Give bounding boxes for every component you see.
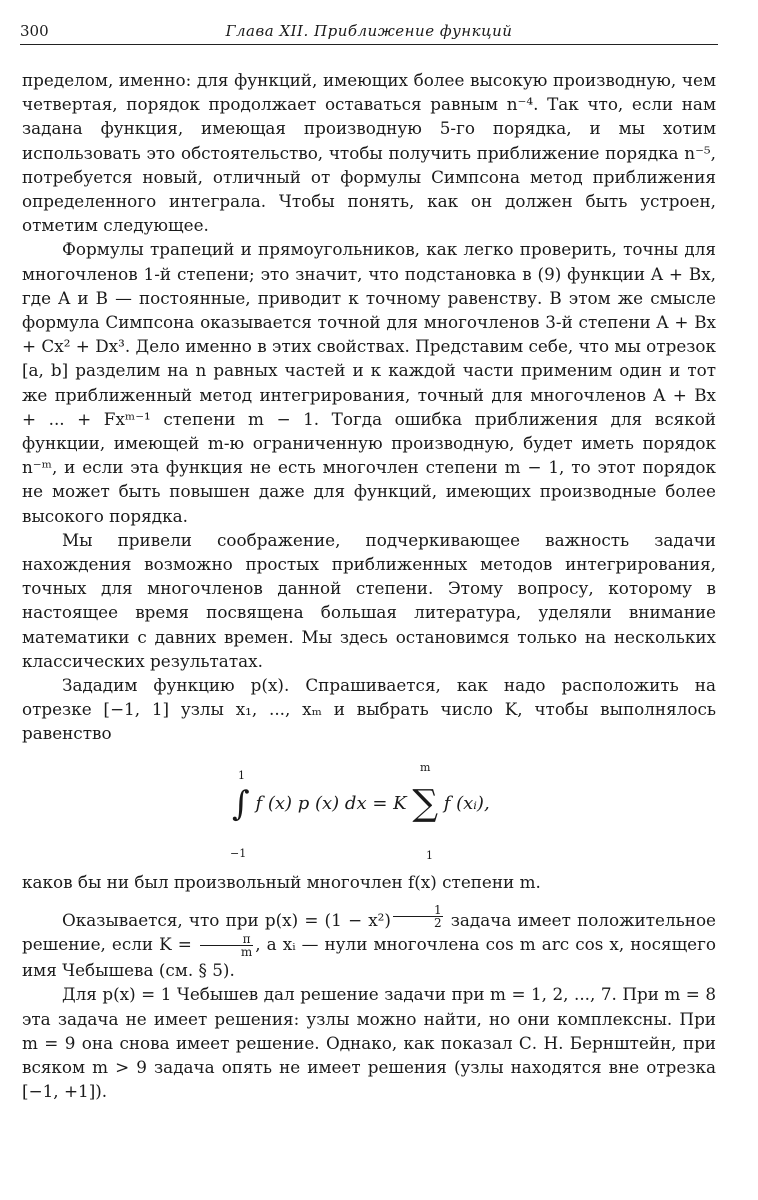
pi-numerator: π	[200, 933, 253, 946]
paragraph-6	[22, 904, 716, 983]
paragraph-6-part-b: задача имеет положительное решение, если K =	[22, 909, 716, 955]
formula-summand: f (xᵢ),	[443, 792, 490, 814]
exponent-denominator: 2	[433, 915, 442, 930]
paragraph-2: Формулы трапеций и прямоугольников, как легко проверить, точны для многочленов 1-й степени; это значит, что подстановка в (9) функции A + Bx, где A и B — постоянные, приводит к точному равенству. В этом же смысле формула Симпсона оказывается точной для многочленов 3-й степени A + Bx + Cx² + Dx³. Дело именно в этих свойствах. Представим себе, что мы отрезок [a, b] разделим на n равных частей и к каждой части применим один и тот же приближенный метод интегрирования, точный для многочленов A + Bx + ... + Fxᵐ⁻¹ степени m − 1. Тогда ошибка приближения для всякой функции, имеющей m-ю ограниченную производную, будет иметь порядок n⁻ᵐ, и если эта функция не есть многочлен степени m − 1, то этот порядок не может быть повышен даже для функций, имеющих производные более высокого порядка.	[22, 239, 716, 526]
formula-body	[232, 782, 490, 824]
pi-over-m-fraction	[200, 933, 253, 958]
paragraph-6-part-a: Оказывается, что при p(x) = (1 − x²)	[62, 909, 391, 930]
chapter-title: Глава XII. Приближение функций	[225, 22, 513, 40]
display-formula	[22, 750, 716, 866]
paragraph-3: Мы привели соображение, подчеркивающее важность задачи нахождения возможно простых приближенных методов интегрирования, точных для многочленов данной степени. Этому вопросу, которому в настоящее время посвящена большая литература, уделяли внимание математики с давних времен. Мы здесь остановимся только на нескольких классических результатах.	[22, 529, 716, 671]
paragraph-5: каков бы ни был произвольный многочлен f(x) степени m.	[22, 871, 541, 892]
running-head	[20, 18, 718, 45]
paragraph-7: Для p(x) = 1 Чебышев дал решение задачи при m = 1, 2, ..., 7. При m = 8 эта задача не имеет решения: узлы можно найти, но они комплексны. При m = 9 она снова имеет решение. Однако, как показал С. Н. Бернштейн, при всяком m > 9 задача опять не имеет решения (узлы находятся вне отрезка [−1, +1]).	[22, 984, 716, 1102]
m-denominator: m	[240, 945, 253, 960]
formula-integrand: f (x) p (x) dx = K	[255, 792, 407, 814]
integral-lower-limit: −1	[230, 846, 247, 860]
sum-upper-limit: m	[420, 760, 431, 774]
integral-upper-limit: 1	[238, 768, 245, 782]
sum-lower-limit: 1	[426, 848, 433, 862]
exponent-numerator: 1	[393, 904, 443, 917]
paragraph-6-part-c: , а xᵢ — нули многочлена cos m arc cos x, носящего имя Чебышева (см. § 5).	[22, 934, 716, 981]
paragraph-4: Зададим функцию p(x). Спрашивается, как надо расположить на отрезке [−1, 1] узлы x₁, ..., xₘ и выбрать число K, чтобы выполнялось равенство	[22, 675, 716, 744]
integral-sign: ∫	[232, 783, 250, 824]
body-text	[22, 68, 716, 1103]
paragraph-1: пределом, именно: для функций, имеющих более высокую производную, чем четвертая, порядок продолжает оставаться равным n⁻⁴. Так что, если нам задана функция, имеющая производную 5-го порядка, и мы хотим использовать это обстоятельство, чтобы получить приближение порядка n⁻⁵, потребуется новый, отличный от формулы Симпсона метод приближения определенного интеграла. Чтобы понять, как он должен быть устроен, отметим следующее.	[22, 70, 716, 236]
page-number: 300	[20, 22, 49, 40]
exponent-fraction	[393, 904, 443, 929]
sum-sign: ∑	[412, 782, 439, 824]
